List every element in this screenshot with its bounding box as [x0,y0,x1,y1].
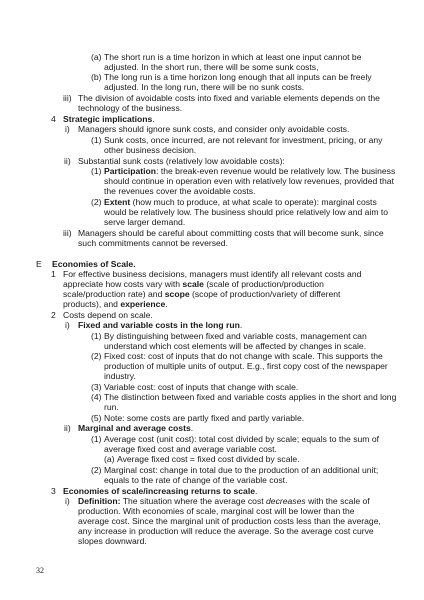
item-label: (4) [91,392,102,402]
text-line: average fixed cost and average variable cost. [104,444,277,454]
text-line: Note: some costs are partly fixed and partly variable. [104,413,305,423]
text-line: Managers should be careful about committing costs that will become sunk, since [78,228,384,238]
text-line: The division of avoidable costs into fixed and variable elements depends on the [78,93,380,103]
section-number: 4 [51,114,56,124]
text-line: The short run is a time horizon in which at least one input cannot be [104,52,362,62]
item-label: (2) [91,197,102,207]
text-line: other business decision. [104,145,197,155]
text-line: Managers should ignore sunk costs, and consider only avoidable costs. [78,124,350,134]
text-line: Fixed cost: cost of inputs that do not change with scale. This supports the [104,351,383,361]
text-line: average cost. Since the marginal unit of production costs less than the average, [78,516,381,526]
item-label: (1) [91,166,102,176]
text-line: scale/production rate) and scope (scope of production/variety of different [63,289,341,299]
text-line: Average cost (unit cost): total cost divided by scale; equals to the sum of [104,434,379,444]
text-line: Participation: the break-even revenue would be relatively low. The business [104,166,396,176]
text-line: By distinguishing between fixed and variable costs, management can [104,331,367,341]
section-number: 3 [51,486,56,496]
item-label: ii) [64,423,71,433]
item-label: i) [65,496,70,506]
text-line: production of multiple units of output. E.g., first copy cost of the newspaper [104,361,388,371]
text-line: should continue in operation even with relatively low revenues, provided that [104,176,394,186]
item-label: (1) [91,331,102,341]
section-number: 1 [51,269,56,279]
text-line: The long run is a time horizon long enough that all inputs can be freely [104,72,372,82]
text-line: the revenues cover the avoidable costs. [104,186,256,196]
text-line: The distinction between fixed and variable costs applies in the short and long [104,392,397,402]
subsection-heading: Fixed and variable costs in the long run. [78,320,243,330]
text-line: Average fixed cost = fixed cost divided by scale. [117,454,300,464]
item-label: i) [65,320,70,330]
item-label: (1) [91,434,102,444]
text-line: Extent (how much to produce, at what scale to operate): marginal costs [104,197,377,207]
item-label: (a) [104,454,115,464]
text-line: such commitments cannot be reversed. [78,238,228,248]
item-label: i) [65,124,70,134]
text-line: slopes downward. [78,536,147,546]
text-line: adjusted. In the short run, there will be some sunk costs, [104,62,319,72]
text-line: Definition: The situation where the average cost decreases with the scale of [78,496,370,506]
text-line: understand which cost elements will be affected by changes in scale. [104,341,367,351]
text-line: Costs depend on scale. [63,310,153,320]
section-heading: Economies of Scale. [52,259,136,269]
text-line: technology of the business. [78,103,183,113]
page-number: 32 [36,566,44,575]
text-line: Sunk costs, once incurred, are not relevant for investment, pricing, or any [104,135,383,145]
text-line: adjusted. In the long run, there will be no sunk costs. [104,82,305,92]
text-line: Variable cost: cost of inputs that change with scale. [104,382,299,392]
item-label: (b) [91,72,102,82]
text-line: any increase in production will reduce the average. So the average cost curve [78,526,374,536]
item-label: (3) [91,382,102,392]
text-line: equals to the rate of change of the variable cost. [104,475,288,485]
item-label: (5) [91,413,102,423]
item-label: iii) [63,228,72,238]
text-line: appreciate how costs vary with scale (scale of production/production [63,279,324,289]
text-line: Substantial sunk costs (relatively low avoidable costs): [78,156,285,166]
text-line: run. [104,402,119,412]
text-line: would be relatively low. The business should price relatively low and aim to [104,207,389,217]
item-label: (1) [91,135,102,145]
section-letter: E [36,259,42,269]
item-label: ii) [64,156,71,166]
item-label: (2) [91,465,102,475]
text-line: production. With economies of scale, marginal cost will be lower than the [78,506,355,516]
section-heading: Economies of scale/increasing returns to scale. [63,486,258,496]
subsection-heading: Marginal and average costs. [78,423,194,433]
section-heading: Strategic implications. [63,114,155,124]
item-label: iii) [63,93,72,103]
text-line: products), and experience. [63,299,168,309]
item-label: (a) [91,52,102,62]
text-line: Marginal cost: change in total due to the production of an additional unit; [104,465,379,475]
item-label: (2) [91,351,102,361]
text-line: For effective business decisions, managers must identify all relevant costs and [63,269,362,279]
text-line: serve larger demand. [104,217,186,227]
text-line: industry. [104,371,136,381]
section-number: 2 [51,310,56,320]
